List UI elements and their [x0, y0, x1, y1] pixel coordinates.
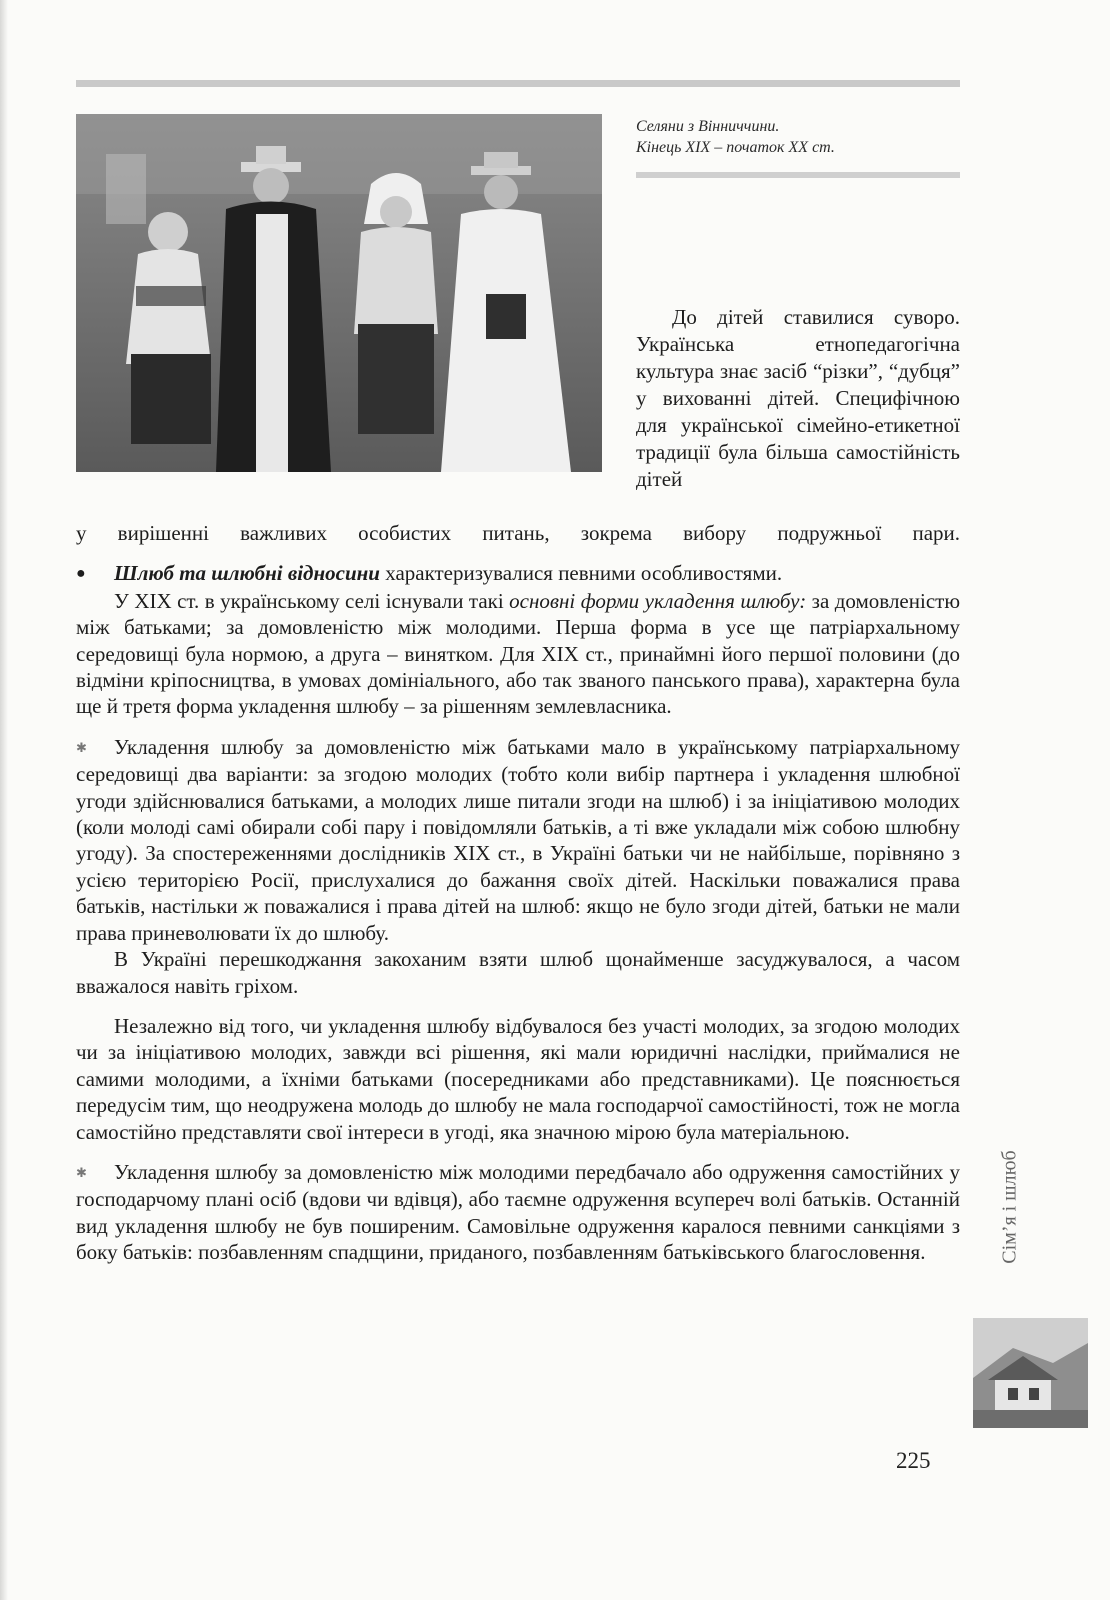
scan-edge-shadow	[0, 0, 8, 1600]
paragraph-1-start: У XIX ст. в українському селі існували такі	[114, 588, 510, 613]
paragraph-3: В Україні перешкоджання закоханим взяти шлюб щонайменше засуджувалося, а часом вважалося навіть гріхом.	[76, 947, 960, 998]
caption-line-1: Селяни з Вінниччини.	[636, 118, 780, 135]
star-marker: ✱	[76, 1164, 87, 1180]
paragraph-2	[76, 734, 960, 946]
star-marker: ✱	[76, 739, 87, 755]
bullet-marker: ●	[76, 565, 86, 583]
caption-line-2: Кінець XIX – початок XX ст.	[636, 139, 835, 156]
section-title-rest: характеризувалися певними особливостями.	[379, 561, 783, 586]
caption-rule	[636, 172, 960, 178]
section-heading-line	[76, 560, 960, 587]
side-paragraph	[636, 304, 960, 493]
paragraph-1-italic: основні форми укладення шлюбу:	[509, 588, 807, 613]
chapter-thumbnail-image	[973, 1318, 1088, 1428]
continuation-line: у вирішенні важливих особистих питань, зокрема вибору подружньої пари.	[76, 521, 960, 545]
historical-photo	[76, 114, 602, 472]
section-title: Шлюб та шлюбні відносини	[114, 561, 380, 586]
chapter-side-tab	[990, 1127, 1030, 1287]
top-rule	[76, 80, 960, 87]
chapter-side-tab-label: Сім’я і шлюб	[998, 1150, 1021, 1264]
paragraph-1-rest: за домовленістю між батьками; за домовленістю між молодими. Перша форма в усе ще патріархальному середовищі була нормою, а друга – винятком. Для XIX ст., принаймні його першої половини (до відміни кріпосництва, в умовах домініального, або так званого панського права), характерна була ще й третя форма укладення шлюбу – за рішенням землевласника.	[76, 588, 961, 719]
main-text	[76, 520, 960, 1266]
paragraph-1	[76, 588, 960, 720]
page-number: 225	[896, 1448, 931, 1473]
paragraph-4: Незалежно від того, чи укладення шлюбу відбувалося без участі молодих, за згодою молодих чи за ініціативою молодих, завжди всі рішення, які мали юридичні наслідки, приймалися не самими молодими, а їхніми батьками (посередниками або представниками). Це пояснюється передусім тим, що неодружена молодь до шлюбу не мала господарчої самостійності, тож не могла самостійно представляти свої інтереси в угоді, яка значною мірою була матеріальною.	[76, 1013, 960, 1144]
photo-caption	[636, 116, 956, 158]
paragraph-5-text: Укладення шлюбу за домовленістю між молодими передбачало або одруження самостійних у господарчому плані осіб (вдови чи вдівця), або таємне одруження всупереч волі батьків. Останній вид укладення шлюбу не був поширеним. Самовільне одруження каралося певними санкціями з боку батьків: позбавленням спадщини, приданого, позбавленням батьківського благословення.	[76, 1159, 960, 1265]
paragraph-5	[76, 1159, 960, 1266]
paragraph-2-text: Укладення шлюбу за домовленістю між батьками мало в українському патріархальному середовищі два варіанти: за згодою молодих (тобто коли вибір партнера і укладення шлюбної угоди здійснювалися батьками, а молодих лише питали згоди на шлюб) і за ініціативою молодих (коли молоді самі обирали собі пару і повідомляли батьків, а ті вже укладали між собою шлюбну угоду). За спостереженнями дослідників XIX ст., в Україні батьки чи не найбільше, порівняно з усією територією Росії, прислухалися до бажання своїх дітей. Наскільки поважалися права батьків, настільки ж поважалися і права дітей на шлюб: якщо не було згоди дітей, батьки не мали права приневолювати їх до шлюбу.	[76, 734, 960, 945]
side-paragraph-text: До дітей ставилися суворо. Українська етнопедагогічна культура знає засіб “різки”, “дубця” у вихованні дітей. Специфічною для української сімейно-етикетної традиції була більша самостійність дітей	[636, 305, 960, 491]
